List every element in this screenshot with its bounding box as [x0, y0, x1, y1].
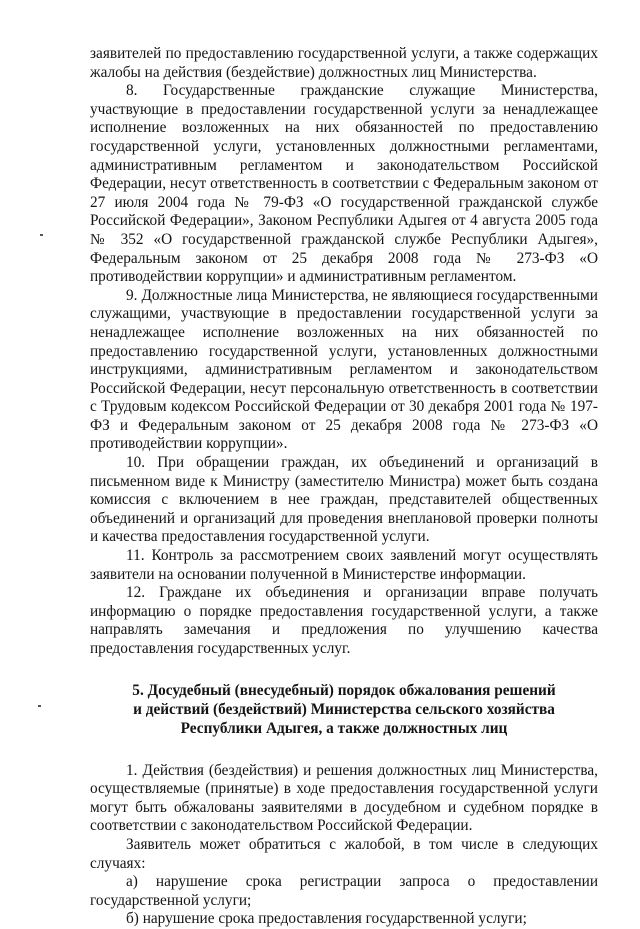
section-heading-line-1: 5. Досудебный (внесудебный) порядок обжалования решений: [132, 681, 556, 699]
paragraph-item-9: 9. Должностные лица Министерства, не являющиеся государственными служащими, участвующие в предоставлении государственной услуги за ненадлежащее исполнение возложенных на них обязанностей по предоставлению государственной услуги, установленных должностными инструкциями, административным регламентом и законодательством Российской Федерации, несут персональную ответственность в соответствии с Трудовым кодексом Российской Федерации от 30 декабря 2001 года № 197-ФЗ и Федеральным законом от 25 декабря 2008 года № 273-ФЗ «О противодействии коррупции».: [90, 286, 598, 453]
document-body: [90, 45, 598, 929]
paragraph-item-11: 11. Контроль за рассмотрением своих заявлений могут осуществлять заявители на основании полученной в Министерстве информации.: [90, 547, 598, 583]
section-heading: [90, 681, 598, 738]
section-heading-line-2: и действий (бездействий) Министерства сельского хозяйства: [133, 700, 555, 718]
paragraph-item-12: 12. Граждане их объединения и организации вправе получать информацию о порядке предоставления государственной услуги, а также направлять замечания и предложения по улучшению качества предоставления государственных услуг.: [90, 584, 598, 657]
section-heading-line-3: Республики Адыгея, а также должностных лиц: [180, 719, 508, 737]
list-item-a: а) нарушение срока регистрации запроса о предоставлении государственной услуги;: [90, 873, 598, 909]
paragraph-complaint-intro: Заявитель может обратиться с жалобой, в том числе в следующих случаях:: [90, 835, 598, 872]
paragraph-item-10: 10. При обращении граждан, их объединений и организаций в письменном виде к Министру (заместителю Министра) может быть создана комиссия с включением в нее граждан, представителей общественных объединений и организаций для проведения внеплановой проверки полноты и качества предоставления государственной услуги.: [90, 454, 598, 546]
paragraph-section-item-1: 1. Действия (бездействия) и решения должностных лиц Министерства, осуществляемые (принятые) в ходе предоставления государственной услуги могут быть обжалованы заявителями в досудебном и судебном порядке в соответствии с законодательством Российской Федерации.: [90, 761, 598, 835]
paragraph-item-8: 8. Государственные гражданские служащие Министерства, участвующие в предоставлении государственной услуги за ненадлежащее исполнение возложенных на них обязанностей по предоставлению государственной услуги, установленных должностными регламентами, административным регламентом и законодательством Российской Федерации, несут ответственность в соответствии с Федеральным законом от 27 июля 2004 года № 79-ФЗ «О государственной гражданской службе Российской Федерации», Законом Республики Адыгея от 4 августа 2005 года № 352 «О государственной гражданской службе Республики Адыгея», Федеральным законом от 25 декабря 2008 года № 273-ФЗ «О противодействии коррупции» и административным регламентом.: [90, 82, 598, 286]
list-item-b: б) нарушение срока предоставления государственной услуги;: [126, 910, 527, 928]
scan-mark: [38, 705, 41, 707]
paragraph-continuation: заявителей по предоставлению государственной услуги, а также содержащих жалобы на действия (бездействие) должностных лиц Министерства.: [90, 45, 598, 81]
scan-mark: [40, 234, 43, 236]
